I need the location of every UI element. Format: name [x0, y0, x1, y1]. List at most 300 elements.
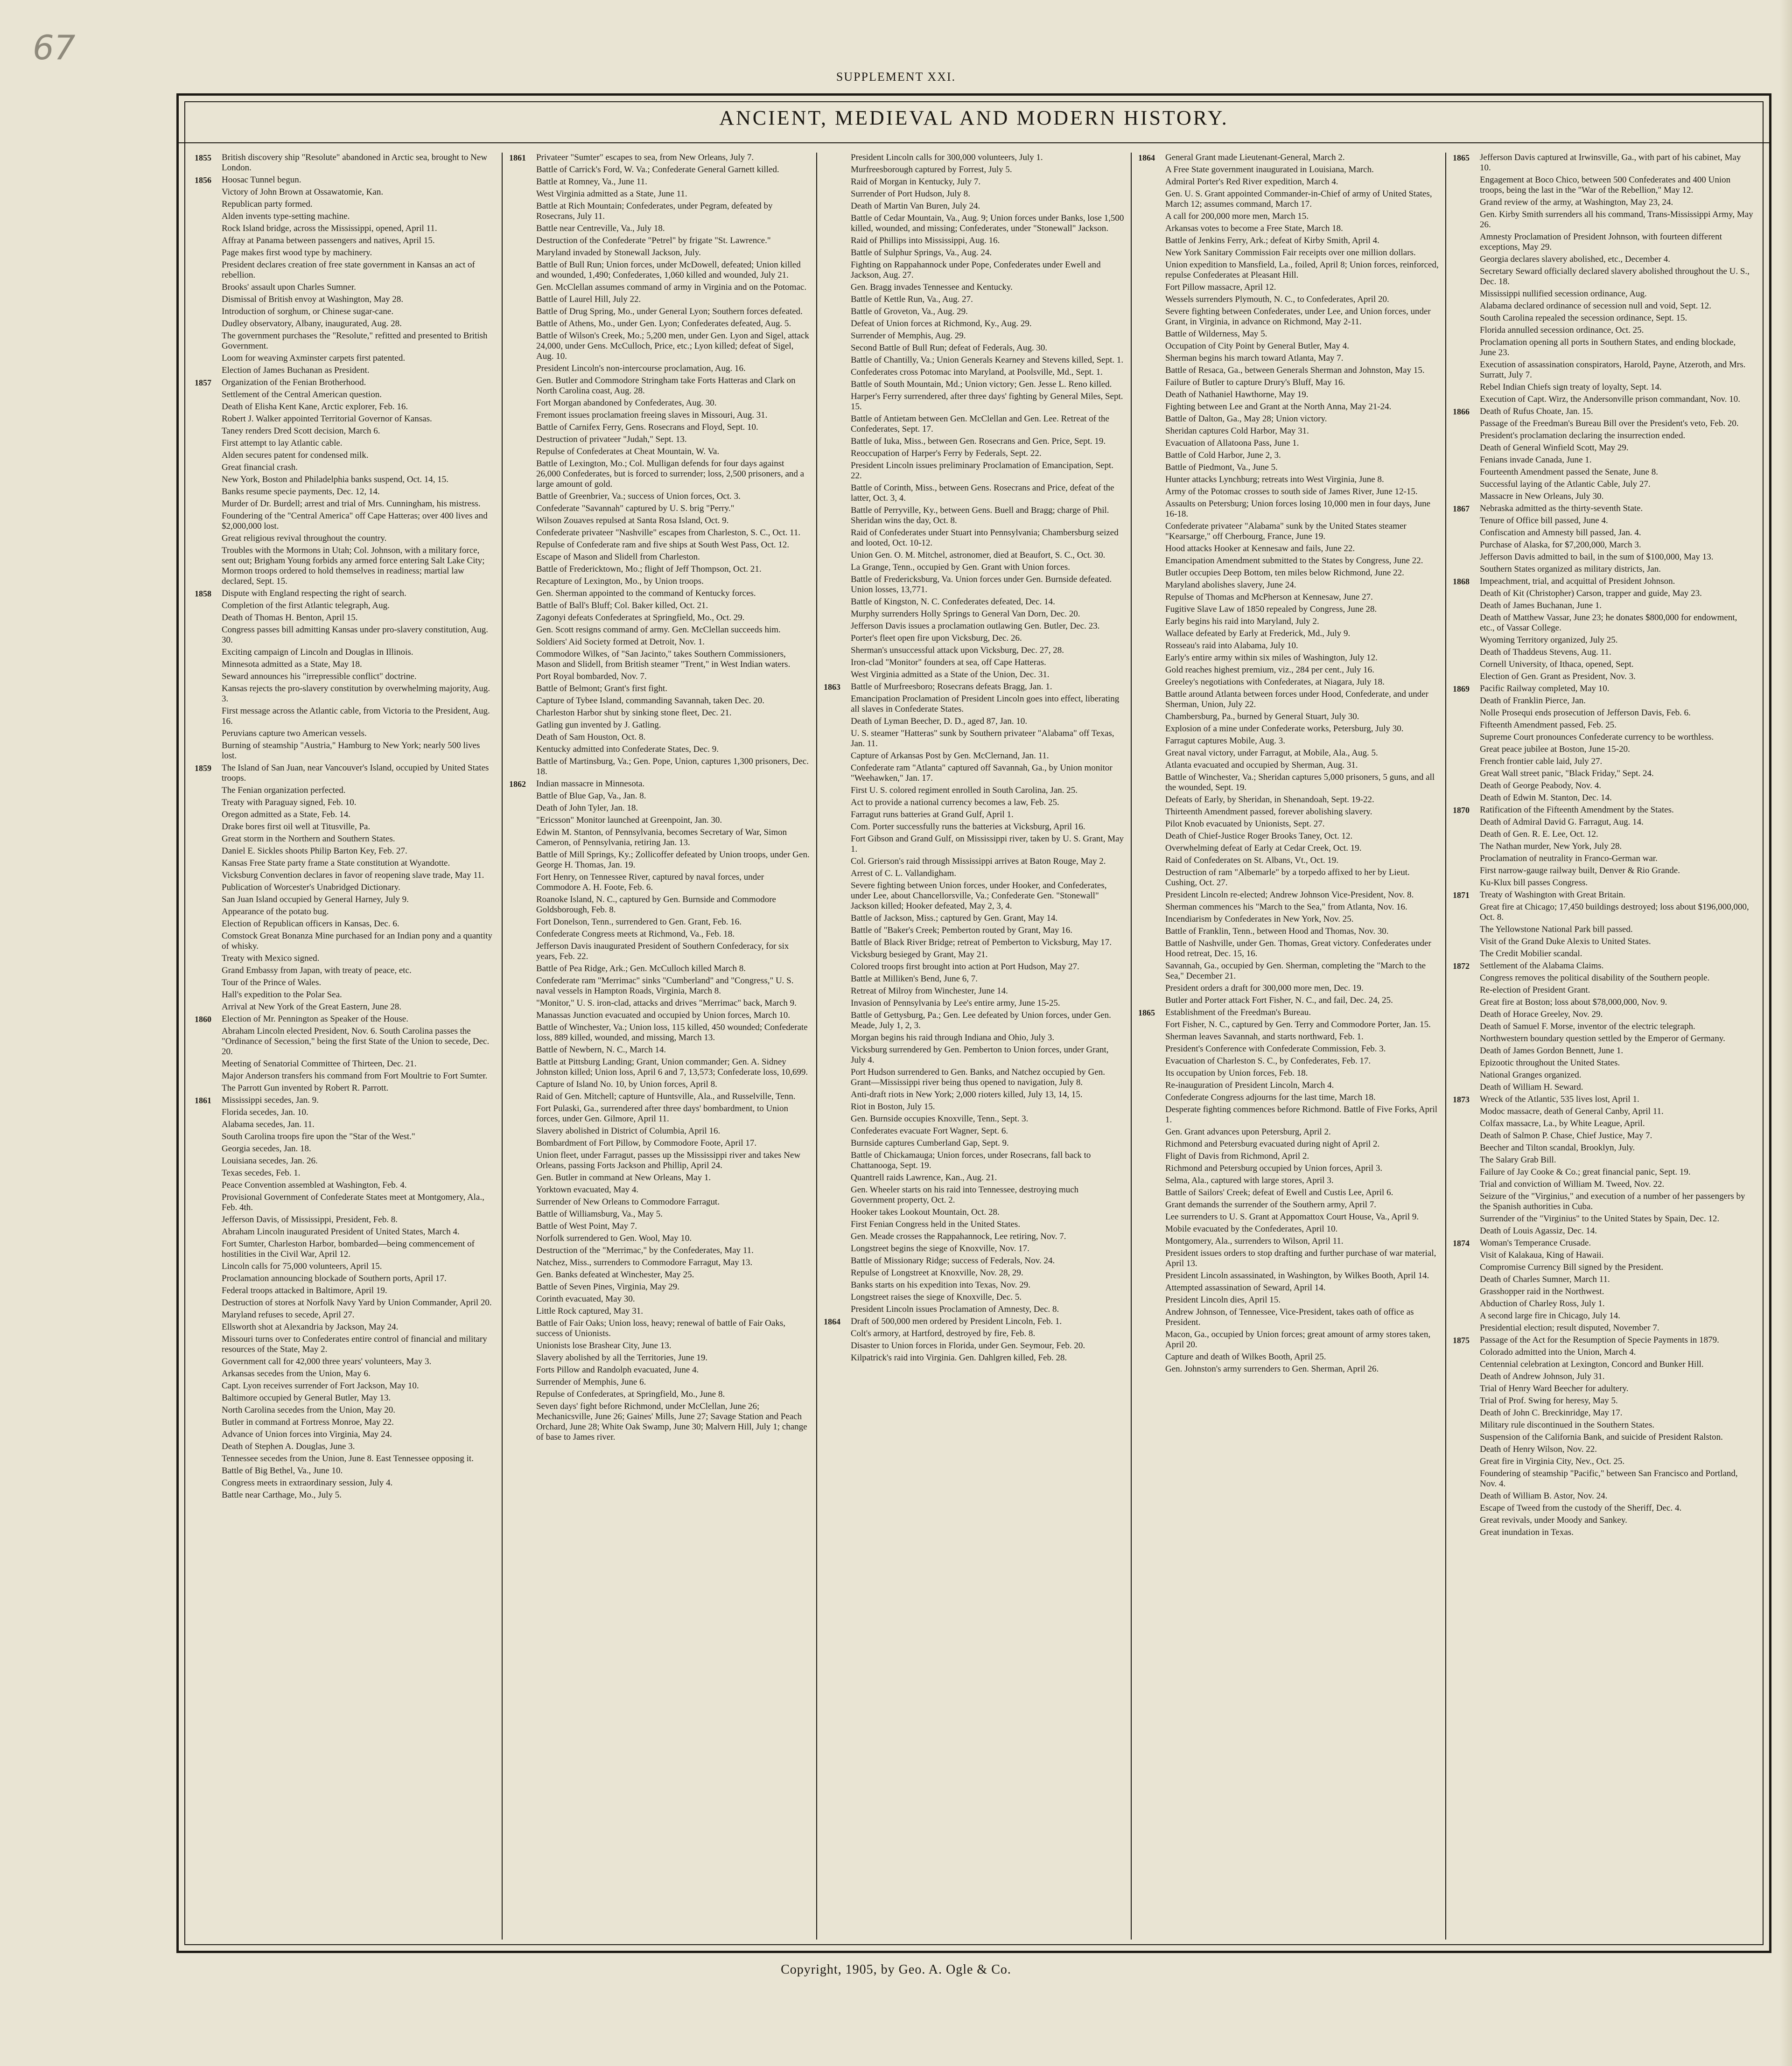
entry-year	[195, 822, 222, 832]
timeline-entry	[1453, 266, 1753, 287]
entry-year	[509, 1150, 536, 1171]
timeline-entry	[1138, 855, 1439, 866]
entry-event: Occupation of City Point by General Butler, May 4.	[1165, 341, 1349, 351]
timeline-entry	[509, 491, 810, 502]
entry-event: Battle of Laurel Hill, July 22.	[536, 294, 641, 304]
entry-year	[1138, 1236, 1165, 1247]
entry-event: Mississippi nullified secession ordinance, Aug.	[1480, 289, 1647, 299]
entry-event: Privateer "Sumter" escapes to sea, from New Orleans, July 7.	[536, 153, 754, 162]
entry-year: 1867	[1453, 504, 1470, 513]
entry-year	[509, 434, 536, 445]
timeline-entry	[509, 564, 810, 574]
timeline-entry	[824, 153, 1124, 163]
entry-year: 1862	[509, 779, 526, 789]
entry-event: Military rule discontinued in the Southern States.	[1480, 1420, 1655, 1430]
entry-year	[195, 601, 222, 611]
entry-event: Great storm in the Northern and Southern States.	[222, 834, 395, 844]
entry-event: President declares creation of free state government in Kansas an act of rebellion.	[222, 260, 475, 280]
timeline-entry	[1138, 1020, 1439, 1030]
entry-event: Assaults on Petersburg; Union forces losing 10,000 men in four days, June 16-18.	[1165, 499, 1431, 519]
entry-year: 1874	[1453, 1239, 1470, 1248]
entry-year	[1453, 672, 1480, 682]
entry-year	[1453, 301, 1480, 311]
entry-year	[195, 390, 222, 400]
entry-year	[509, 1258, 536, 1268]
entry-year	[1138, 341, 1165, 351]
entry-event: Battle of Wilderness, May 5.	[1165, 329, 1267, 339]
timeline-entry	[1453, 1444, 1753, 1455]
entry-year	[824, 868, 851, 879]
entry-year: 1857	[195, 378, 211, 387]
entry-year	[509, 248, 536, 258]
timeline-entry	[824, 716, 1124, 727]
entry-event: Kansas Free State party frame a State constitution at Wyandotte.	[222, 858, 450, 868]
entry-event: Death of Franklin Pierce, Jan.	[1480, 696, 1586, 706]
entry-year	[1138, 772, 1165, 793]
entry-year	[1138, 831, 1165, 841]
timeline-entry	[509, 917, 810, 927]
entry-event: Great fire at Boston; loss about $78,000,000, Nov. 9.	[1480, 997, 1667, 1007]
entry-year	[509, 637, 536, 647]
timeline-entry	[1453, 1226, 1753, 1236]
timeline-entry	[824, 1185, 1124, 1205]
entry-year	[1453, 467, 1480, 477]
entry-event: Col. Grierson's raid through Mississippi arrives at Baton Rouge, May 2.	[851, 856, 1106, 866]
entry-event: La Grange, Tenn., occupied by Gen. Grant with Union forces.	[851, 562, 1071, 572]
entry-event: San Juan Island occupied by General Harney, July 9.	[222, 895, 409, 904]
entry-year	[1138, 736, 1165, 746]
entry-event: Gen. Butler and Commodore Stringham take Forts Hatteras and Clark on North Carolina coast, Aug. 28.	[536, 376, 796, 396]
entry-year	[824, 1244, 851, 1254]
entry-year	[824, 609, 851, 619]
entry-year	[1138, 926, 1165, 937]
timeline-entry	[195, 1429, 495, 1440]
entry-event: Ratification of the Fifteenth Amendment by the States.	[1480, 805, 1674, 815]
entry-year	[824, 282, 851, 293]
entry-year	[509, 504, 536, 514]
timeline-entry	[1453, 708, 1753, 718]
entry-year	[509, 1221, 536, 1232]
entry-year	[195, 365, 222, 376]
timeline-entry	[1453, 528, 1753, 538]
entry-event: Arkansas secedes from the Union, May 6.	[222, 1369, 371, 1379]
entry-event: President Lincoln issues preliminary Proclamation of Emancipation, Sept. 22.	[851, 461, 1114, 481]
entry-event: Abduction of Charley Ross, July 1.	[1480, 1299, 1605, 1309]
timeline-entry	[1138, 665, 1439, 675]
entry-year	[1453, 949, 1480, 959]
entry-year	[824, 213, 851, 234]
timeline-column-3	[816, 153, 1131, 1940]
entry-year	[1138, 1080, 1165, 1091]
timeline-entry	[509, 177, 810, 187]
entry-event: Confederate Congress meets at Richmond, Va., Feb. 18.	[536, 929, 735, 939]
entry-event: Porter's fleet open fire upon Vicksburg, Dec. 26.	[851, 633, 1022, 643]
timeline-entry	[824, 307, 1124, 317]
timeline-entry	[1138, 487, 1439, 497]
entry-year	[1138, 1364, 1165, 1374]
timeline-entry	[509, 601, 810, 611]
entry-event: Daniel E. Sickles shoots Philip Barton Key, Feb. 27.	[222, 846, 407, 856]
entry-event: Sherman commences his "March to the Sea," from Atlanta, Nov. 16.	[1165, 902, 1407, 912]
entry-event: Tennessee secedes from the Union, June 8. East Tennessee opposing it.	[222, 1454, 474, 1464]
entry-event: Battle of Athens, Mo., under Gen. Lyon; Confederates defeated, Aug. 5.	[536, 319, 791, 329]
entry-event: Battle of Williamsburg, Va., May 5.	[536, 1209, 663, 1219]
timeline-entry	[1453, 1420, 1753, 1430]
entry-event: Foundering of steamship "Pacific," between San Francisco and Portland, Nov. 4.	[1480, 1469, 1738, 1489]
entry-event: Atlanta evacuated and occupied by Sherman, Aug. 31.	[1165, 760, 1358, 770]
entry-event: Louisiana secedes, Jan. 26.	[222, 1156, 318, 1166]
timeline-entry	[824, 1138, 1124, 1149]
entry-year	[195, 1454, 222, 1464]
entry-event: Andrew Johnson, of Tennessee, Vice-President, takes oath of office as President.	[1165, 1307, 1414, 1327]
entry-event: Death of Henry Wilson, Nov. 22.	[1480, 1444, 1597, 1454]
entry-year	[824, 562, 851, 573]
timeline-entry	[824, 810, 1124, 820]
entry-year	[1453, 232, 1480, 252]
timeline-entry	[195, 224, 495, 234]
entry-year	[195, 1381, 222, 1391]
timeline-entry	[1453, 1311, 1753, 1321]
entry-year	[1453, 769, 1480, 779]
entry-event: Gen. U. S. Grant appointed Commander-in-Chief of army of United States, March 12; assumes command, March 17.	[1165, 189, 1432, 209]
entry-event: Army of the Potomac crosses to south side of James River, June 12-15.	[1165, 487, 1418, 497]
entry-year	[509, 1282, 536, 1292]
entry-event: Death of Lyman Beecher, D. D., aged 87, Jan. 10.	[851, 716, 1028, 726]
entry-year	[509, 459, 536, 490]
entry-year	[195, 1156, 222, 1166]
timeline-entry	[509, 1377, 810, 1387]
timeline-entry	[824, 236, 1124, 246]
entry-year	[1453, 197, 1480, 208]
timeline-entry	[1138, 831, 1439, 841]
entry-event: West Virginia admitted as a State, June 11.	[536, 189, 687, 199]
timeline-entry	[195, 211, 495, 222]
entry-year	[509, 1270, 536, 1280]
entry-year	[824, 1090, 851, 1100]
entry-event: Secretary Seward officially declared slavery abolished throughout the U. S., Dec. 18.	[1480, 266, 1750, 287]
entry-event: Death of Louis Agassiz, Dec. 14.	[1480, 1226, 1597, 1236]
entry-event: Treaty with Mexico signed.	[222, 953, 320, 963]
entry-year	[1453, 266, 1480, 287]
timeline-entry	[195, 1180, 495, 1191]
timeline-entry	[509, 504, 810, 514]
entry-year	[509, 364, 536, 374]
entry-event: Impeachment, trial, and acquittal of President Johnson.	[1480, 576, 1675, 586]
entry-event: Troubles with the Mormons in Utah; Col. Johnson, with a military force, sent out; Brigham Young forbids any armed force entering Salt Lake City; Mormon troops ordered to hold themselves in readiness; martial law declared, Sept. 15.	[222, 546, 485, 586]
entry-event: Manassas Junction evacuated and occupied by Union forces, March 10.	[536, 1010, 790, 1020]
timeline-entry	[1138, 689, 1439, 710]
entry-year	[509, 540, 536, 550]
entry-event: Macon, Ga., occupied by Union forces; great amount of army stores taken, April 20.	[1165, 1330, 1431, 1350]
entry-event: Surrender of Memphis, Aug. 29.	[851, 331, 966, 341]
entry-year	[1138, 1224, 1165, 1234]
entry-event: Alabama secedes, Jan. 11.	[222, 1120, 315, 1129]
timeline-entry	[195, 199, 495, 210]
entry-event: Trial and conviction of William M. Tweed, Nov. 22.	[1480, 1179, 1665, 1189]
timeline-entry	[1453, 1070, 1753, 1080]
entry-event: Passage of the Freedman's Bureau Bill over the President's veto, Feb. 20.	[1480, 419, 1739, 428]
copyright-line: Copyright, 1905, by Geo. A. Ogle & Co.	[781, 1962, 1011, 1977]
entry-event: Failure of Jay Cooke & Co.; great financial panic, Sept. 19.	[1480, 1167, 1691, 1177]
entry-year	[195, 1168, 222, 1178]
timeline-entry	[1453, 769, 1753, 779]
entry-year	[509, 803, 536, 813]
entry-event: Yorktown evacuated, May 4.	[536, 1185, 639, 1195]
entry-year	[824, 448, 851, 459]
entry-event: Affray at Panama between passengers and natives, April 15.	[222, 236, 435, 245]
timeline-entry	[1138, 795, 1439, 805]
entry-year	[195, 625, 222, 645]
entry-year	[1453, 516, 1480, 526]
timeline-entry	[195, 1442, 495, 1452]
entry-event: Butler occupies Deep Bottom, ten miles below Richmond, June 22.	[1165, 568, 1404, 578]
entry-event: Foundering of the "Central America" off Cape Hatteras; over 400 lives and $2,000,000 lost.	[222, 511, 488, 531]
entry-year	[1138, 748, 1165, 758]
timeline-entry	[195, 1417, 495, 1428]
entry-year	[509, 1306, 536, 1317]
timeline-entry	[195, 307, 495, 317]
timeline-entry	[1138, 616, 1439, 627]
entry-year	[195, 546, 222, 587]
timeline-entry	[195, 659, 495, 670]
timeline-entry	[1138, 1352, 1439, 1362]
timeline-entry	[1453, 382, 1753, 392]
entry-event: President orders a draft for 300,000 more men, Dec. 19.	[1165, 983, 1364, 993]
entry-event: Capture of Tybee Island, commanding Savannah, taken Dec. 20.	[536, 696, 765, 706]
timeline-entry	[824, 343, 1124, 353]
timeline-entry	[195, 785, 495, 796]
entry-year	[1453, 781, 1480, 791]
entry-event: Arrest of C. L. Vallandigham.	[851, 868, 957, 878]
entry-year	[824, 307, 851, 317]
entry-year	[195, 882, 222, 893]
entry-year	[509, 1365, 536, 1375]
entry-event: Battle of Seven Pines, Virginia, May 29.	[536, 1282, 679, 1292]
entry-event: Destruction of ram "Albemarle" by a torpedo affixed to her by Lieut. Cushing, Oct. 27.	[1165, 868, 1410, 888]
entry-year	[1138, 1295, 1165, 1305]
timeline-entry	[195, 647, 495, 658]
entry-year	[1138, 378, 1165, 388]
timeline-entry	[1453, 781, 1753, 791]
timeline-entry	[195, 1120, 495, 1130]
entry-event: Confiscation and Amnesty bill passed, Jan. 4.	[1480, 528, 1641, 538]
entry-event: President's proclamation declaring the insurrection ended.	[1480, 431, 1686, 441]
entry-year	[1138, 1020, 1165, 1030]
entry-year: 1863	[824, 682, 840, 692]
entry-event: Missouri turns over to Confederates entire control of financial and military resources of the State, May 2.	[222, 1334, 487, 1354]
entry-year	[195, 1334, 222, 1355]
timeline-entry	[195, 331, 495, 351]
entry-event: Second Battle of Bull Run; defeat of Federals, Aug. 30.	[851, 343, 1048, 353]
entry-year	[824, 1173, 851, 1183]
timeline-entry	[1453, 540, 1753, 550]
timeline-entry	[1453, 1082, 1753, 1093]
entry-year	[195, 499, 222, 509]
timeline-entry	[1138, 1364, 1439, 1374]
entry-year	[195, 319, 222, 329]
entry-event: Death of Horace Greeley, Nov. 29.	[1480, 1009, 1603, 1019]
entry-event: Raid of Confederates under Stuart into Pennsylvania; Chambersburg seized and looted, Oct. 10-12.	[851, 528, 1119, 548]
timeline-entry	[1138, 378, 1439, 388]
entry-event: Gen. Johnston's army surrenders to Gen. Sherman, April 26.	[1165, 1364, 1379, 1374]
entry-event: Engagement at Boco Chico, between 500 Confederates and 400 Union troops, being the last in the "War of the Rebellion," May 12.	[1480, 175, 1731, 195]
entry-event: Fighting between Lee and Grant at the North Anna, May 21-24.	[1165, 402, 1392, 412]
entry-year	[1138, 260, 1165, 280]
timeline-entry	[1453, 1372, 1753, 1382]
timeline-entry	[1453, 1527, 1753, 1538]
timeline-entry	[1453, 1262, 1753, 1273]
entry-event: Republican party formed.	[222, 199, 313, 209]
entry-year	[824, 1067, 851, 1088]
timeline-column-2	[502, 153, 816, 1940]
timeline-entry	[1453, 210, 1753, 230]
entry-year	[509, 189, 536, 199]
timeline-entry	[509, 815, 810, 826]
entry-event: Organization of the Fenian Brotherhood.	[222, 378, 366, 387]
entry-event: Proclamation announcing blockade of Southern ports, April 17.	[222, 1274, 447, 1283]
timeline-entry	[509, 756, 810, 777]
entry-year	[1453, 491, 1480, 502]
timeline-entry	[509, 941, 810, 962]
entry-event: Death of Salmon P. Chase, Chief Justice, May 7.	[1480, 1131, 1652, 1141]
entry-event: Selma, Ala., captured with large stores, April 3.	[1165, 1176, 1334, 1185]
entry-event: Severe fighting between Confederates, under Lee, and Union forces, under Grant, in Virginia, in advance on Richmond, May 2-11.	[1165, 307, 1431, 327]
timeline-entry	[1138, 462, 1439, 473]
entry-year	[824, 343, 851, 353]
entry-event: Nolle Prosequi ends prosecution of Jefferson Davis, Feb. 6.	[1480, 708, 1691, 718]
timeline-entry	[1138, 1283, 1439, 1293]
entry-year	[509, 1104, 536, 1124]
entry-year	[509, 260, 536, 280]
entry-year	[195, 1144, 222, 1154]
entry-event: Battle of Jenkins Ferry, Ark.; defeat of Kirby Smith, April 4.	[1165, 236, 1379, 245]
timeline-entry	[509, 410, 810, 420]
timeline-entry	[509, 872, 810, 893]
entry-event: Death of John C. Breckinridge, May 17.	[1480, 1408, 1623, 1418]
entry-year	[509, 1173, 536, 1183]
timeline-entry	[1453, 1275, 1753, 1285]
timeline-entry	[824, 658, 1124, 668]
entry-year	[1138, 475, 1165, 485]
entry-event: Battle around Atlanta between forces under Hood, Confederate, and under Sherman, Union, July 22.	[1165, 689, 1428, 709]
timeline-entry	[824, 881, 1124, 911]
entry-year	[1453, 1262, 1480, 1273]
entry-event: Confederate "Savannah" captured by U. S. brig "Perry."	[536, 504, 735, 513]
timeline-entry	[509, 1150, 810, 1171]
entry-event: The Parrott Gun invented by Robert R. Parrott.	[222, 1083, 389, 1093]
timeline-entry	[1138, 1212, 1439, 1222]
timeline-entry	[195, 426, 495, 436]
entry-event: Burnside captures Cumberland Gap, Sept. 9.	[851, 1138, 1009, 1148]
timeline-entry	[824, 436, 1124, 447]
entry-year	[1453, 254, 1480, 265]
timeline-entry	[1138, 677, 1439, 687]
entry-event: Massacre in New Orleans, July 30.	[1480, 491, 1604, 501]
timeline-entry	[824, 1353, 1124, 1363]
timeline-entry	[1138, 1127, 1439, 1137]
timeline-entry	[824, 621, 1124, 631]
entry-year	[1138, 995, 1165, 1006]
entry-year	[824, 1185, 851, 1205]
entry-event: Battle of Black River Bridge; retreat of Pemberton to Vicksburg, May 17.	[851, 938, 1112, 947]
entry-year	[509, 1353, 536, 1363]
entry-event: Major Anderson transfers his command from Fort Moultrie to Fort Sumter.	[222, 1071, 488, 1081]
entry-event: Cornell University, of Ithaca, opened, Sept.	[1480, 659, 1634, 669]
entry-year	[509, 929, 536, 939]
entry-event: Union Gen. O. M. Mitchel, astronomer, died at Beaufort, S. C., Oct. 30.	[851, 550, 1106, 560]
entry-year	[509, 601, 536, 611]
entry-event: Little Rock captured, May 31.	[536, 1306, 643, 1316]
entry-year	[1453, 1009, 1480, 1020]
entry-year	[1453, 313, 1480, 323]
timeline-entry	[824, 1329, 1124, 1339]
entry-event: Wreck of the Atlantic, 535 lives lost, April 1.	[1480, 1094, 1639, 1104]
entry-event: First Fenian Congress held in the United States.	[851, 1219, 1021, 1229]
timeline-entry	[195, 1381, 495, 1391]
entry-year	[824, 1138, 851, 1149]
timeline-entry	[509, 1306, 810, 1317]
timeline-entry	[824, 998, 1124, 1008]
entry-event: Battle of Gettysburg, Pa.; Gen. Lee defeated by Union forces, under Gen. Meade, July 1, 2, 3.	[851, 1010, 1111, 1030]
entry-event: Death of George Peabody, Nov. 4.	[1480, 781, 1601, 791]
timeline-entry	[509, 528, 810, 538]
timeline-entry	[509, 732, 810, 742]
timeline-entry	[195, 1357, 495, 1367]
entry-event: Burning of steamship "Austria," Hamburg to New York; nearly 500 lives lost.	[222, 741, 480, 761]
entry-event: Robert J. Walker appointed Territorial Governor of Kansas.	[222, 414, 432, 424]
timeline-entry	[1453, 1250, 1753, 1261]
timeline-entry	[195, 978, 495, 988]
entry-event: Chambersburg, Pa., burned by General Stuart, July 30.	[1165, 712, 1359, 721]
entry-year	[509, 1389, 536, 1400]
timeline-entry	[509, 791, 810, 801]
timeline-entry	[509, 165, 810, 175]
timeline-entry	[509, 236, 810, 246]
timeline-entry	[195, 822, 495, 832]
entry-event: Forts Pillow and Randolph evacuated, June 4.	[536, 1365, 699, 1375]
timeline-entry	[1138, 224, 1439, 234]
entry-event: Battle of Carnifex Ferry, Gens. Rosecrans and Floyd, Sept. 10.	[536, 422, 758, 432]
entry-year	[1138, 556, 1165, 566]
entry-event: Harper's Ferry surrendered, after three days' fighting by General Miles, Sept. 15.	[851, 392, 1123, 412]
timeline-entry	[509, 260, 810, 280]
timeline-entry	[1138, 580, 1439, 590]
entry-year	[195, 462, 222, 473]
timeline-entry	[1453, 1335, 1753, 1345]
entry-year	[1453, 1299, 1480, 1309]
entry-event: Dudley observatory, Albany, inaugurated, Aug. 28.	[222, 319, 402, 329]
entry-year	[1138, 224, 1165, 234]
timeline-entry	[824, 986, 1124, 996]
entry-event: Election of James Buchanan as President.	[222, 365, 370, 375]
entry-year	[509, 625, 536, 635]
timeline-entry	[824, 1173, 1124, 1183]
entry-event: Abraham Lincoln elected President, Nov. 6. South Carolina passes the "Ordinance of Secession," being the first State of the Union to secede, Dec. 20.	[222, 1026, 490, 1057]
entry-year	[195, 613, 222, 623]
entry-year: 1860	[195, 1015, 211, 1024]
timeline-entry	[1138, 653, 1439, 663]
timeline-entry	[509, 1270, 810, 1280]
entry-event: Battle of South Mountain, Md.; Union victory; Gen. Jesse L. Reno killed.	[851, 379, 1112, 389]
timeline-entry	[509, 248, 810, 258]
timeline-entry	[195, 1261, 495, 1272]
entry-event: Alden secures patent for condensed milk.	[222, 450, 369, 460]
timeline-entry	[509, 1197, 810, 1207]
entry-year	[1453, 1359, 1480, 1370]
entry-event: Battle of Winchester, Va.; Sheridan captures 5,000 prisoners, 5 guns, and all the wounded, Sept. 19.	[1165, 772, 1435, 792]
timeline-entry	[195, 390, 495, 400]
timeline-entry	[824, 550, 1124, 560]
